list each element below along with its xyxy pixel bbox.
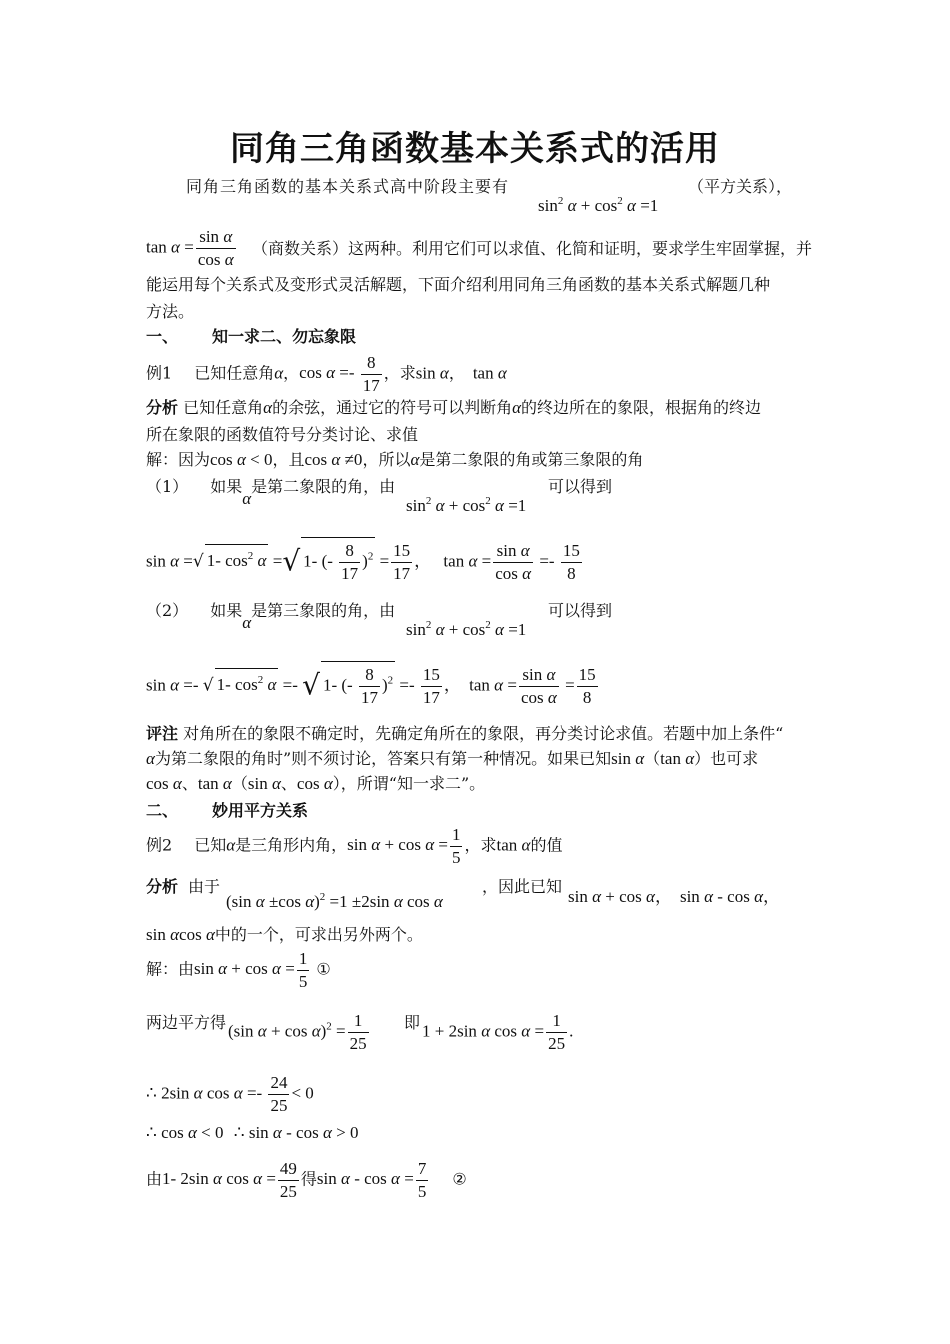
analysis-2 bbox=[146, 876, 220, 898]
solution-text: ，且 bbox=[272, 450, 305, 469]
analysis-text: 的终边所在的象限，根据角的终边 bbox=[521, 398, 762, 417]
section-title: 知一求二、勿忘象限 bbox=[212, 327, 357, 346]
analysis-text: 由于 bbox=[188, 877, 221, 896]
formula-pythagorean: $\sin^2 \alpha + \cos^2 \alpha =1$ bbox=[406, 495, 527, 515]
square-step-label: 两边平方得 bbox=[146, 1013, 227, 1032]
case-label: （1） bbox=[146, 477, 189, 496]
case-text: 可以得到 bbox=[548, 477, 613, 496]
intro-text: 同角三角函数的基本关系式高中阶段主要有 bbox=[186, 177, 510, 196]
note-label: 评注 bbox=[146, 724, 179, 743]
case-text: 是第二象限的角，由 bbox=[251, 477, 396, 496]
example-label: 例2 bbox=[146, 835, 173, 855]
note-text: 对角所在的象限不确定时，先确定角所在的象限，再分类讨论求值。若题中加上条件“ bbox=[183, 724, 784, 743]
solution-text: 得 bbox=[300, 1169, 317, 1189]
document-title: 同角三角函数基本关系式的活用 bbox=[230, 129, 720, 169]
formula-quotient: tan α = $\frac{\text{sin α}}{\text{cos α}}$ bbox=[146, 227, 234, 269]
formula-signs: ∴ cos α < 0 ∴ sin α - cos α > 0 bbox=[146, 1123, 359, 1142]
analysis-1: 分析 已知任意角α的余弦，通过它的符号可以判断角α的终边所在的象限，根据角的终边 bbox=[146, 398, 762, 417]
note-text: ）也可求 bbox=[694, 749, 759, 768]
solution-text: 解：由 bbox=[146, 959, 195, 979]
analysis-text: 已知任意角 bbox=[183, 398, 264, 417]
section-number: 二、 bbox=[146, 801, 179, 820]
example-text: 已知任意角 bbox=[194, 363, 275, 383]
section-1-heading bbox=[146, 326, 356, 348]
formula-options: sin α + cos α， sin α - cos α， bbox=[568, 887, 781, 906]
solution-text: ，所以 bbox=[362, 450, 411, 469]
circle-1-marker: ① bbox=[316, 959, 331, 979]
formula-expanded: 1 + 2sin α cos α = $\frac{1}{25}$ . bbox=[422, 1011, 574, 1053]
section-2-heading bbox=[146, 800, 308, 822]
analysis-label: 分析 bbox=[146, 398, 179, 417]
analysis-text: 中的一个，可求出另外两个。 bbox=[214, 925, 423, 944]
note-text: 、 bbox=[181, 774, 198, 793]
note-text: 、 bbox=[280, 774, 297, 793]
note-text: （ bbox=[644, 749, 661, 768]
example-text: 已知 bbox=[194, 835, 227, 855]
formula-case-2: sin α =- √ 1- $\cos^2 \alpha$ =- √ 1- (- $\frac{8}{17}$ )$^2$ =- $\frac{15}{17}$ ， tan α = $\frac{\text{sin α}}{\text{cos α}}$ = $\frac{15}{8}$ bbox=[146, 661, 600, 709]
intro-line-4: 方法。 bbox=[146, 302, 195, 321]
square-step-conj: 即 bbox=[404, 1013, 421, 1032]
intro-line-3: 能运用每个关系式及变形式灵活解题，下面介绍利用同角三角函数的基本关系式解题几种 bbox=[146, 275, 771, 294]
intro-note: （平方关系）， bbox=[688, 177, 793, 196]
solution-2: 解：由sin α + cos α = $\frac{1}{5}$ ① bbox=[146, 949, 331, 991]
note-text: 为第二象限的角时”则不须讨论，答案只有第一种情况。如果已知 bbox=[154, 749, 612, 768]
case-text: 是第三象限的角，由 bbox=[251, 601, 396, 620]
example-text: ，求 bbox=[464, 835, 497, 855]
note-1 bbox=[146, 723, 783, 745]
formula-square-identity: (sin α ±cos α)$^2$ =1 ±2sin α cos α bbox=[226, 891, 443, 911]
case-text: 可以得到 bbox=[548, 601, 613, 620]
analysis-text: ，因此已知 bbox=[482, 877, 563, 896]
formula-case-1: sin α =√ 1- $\cos^2 \alpha$ =√ 1- (- $\frac{8}{17}$ )$^2$ = $\frac{15}{17}$ ， tan α = $\frac{\text{sin α}}{\text{cos α}}$ =- $\frac{15}{8}$ bbox=[146, 537, 584, 585]
example-1: 例1 已知任意角α，cos α =- $\frac{8}{17}$ ，求sin α， tan α bbox=[146, 353, 507, 395]
note-text: （ bbox=[231, 774, 248, 793]
note-1-line-3: cos α、tan α（sin α、cos α），所谓“知一求二”。 bbox=[146, 774, 486, 793]
formula-pythagorean: $\sin^2 \alpha + \cos^2 \alpha =1$ bbox=[538, 195, 659, 215]
example-2: 例2 已知α是三角形内角，sin α + cos α = $\frac{1}{5}$ ，求tan α的值 bbox=[146, 825, 563, 867]
analysis-text: 的余弦，通过它的符号可以判断角 bbox=[272, 398, 513, 417]
section-number: 一、 bbox=[146, 327, 179, 346]
formula-pythagorean: $\sin^2 \alpha + \cos^2 \alpha =1$ bbox=[406, 619, 527, 639]
circle-2-marker: ② bbox=[452, 1169, 467, 1189]
analysis-1-line-2: 所在象限的函数值符号分类讨论、求值 bbox=[146, 425, 419, 444]
example-text: ，求 bbox=[383, 363, 416, 383]
case-2: （2） 如果α是第三象限的角，由 bbox=[146, 601, 396, 632]
solution-text: 由 bbox=[146, 1169, 163, 1189]
case-text: 如果 bbox=[210, 601, 243, 620]
example-label: 例1 bbox=[146, 363, 173, 383]
note-1-line-2: α为第二象限的角时”则不须讨论，答案只有第一种情况。如果已知sin α（tan α）也可求 bbox=[146, 749, 759, 768]
solution-1: 解：因为cos α < 0，且cos α ≠0，所以α是第二象限的角或第三象限的角 bbox=[146, 450, 644, 469]
solution-text: 解：因为 bbox=[146, 450, 211, 469]
example-text: 是三角形内角， bbox=[235, 835, 348, 855]
case-label: （2） bbox=[146, 601, 189, 620]
solution-text: 是第二象限的角或第三象限的角 bbox=[419, 450, 644, 469]
formula-squared: (sin α + cos α)$^2$ = $\frac{1}{25}$ bbox=[228, 1011, 367, 1053]
example-text: 的值 bbox=[530, 835, 563, 855]
section-title: 妙用平方关系 bbox=[212, 801, 309, 820]
analysis-2-line-2: sin αcos α中的一个，可求出另外两个。 bbox=[146, 925, 423, 944]
final-step: 由1- 2sin α cos α = $\frac{49}{25}$ 得sin α - cos α = $\frac{7}{5}$ ② bbox=[146, 1159, 467, 1201]
formula-product: ∴ 2sin α cos α =- $\frac{24}{25}$ < 0 bbox=[146, 1073, 314, 1115]
analysis-label: 分析 bbox=[146, 877, 179, 896]
intro-line-1 bbox=[186, 176, 509, 198]
intro-line-2: （商数关系）这两种。利用它们可以求值、化简和证明，要求学生牢固掌握，并 bbox=[252, 239, 813, 258]
case-1: （1） 如果α是第二象限的角，由 bbox=[146, 477, 396, 508]
note-text: ），所谓“知一求二”。 bbox=[332, 774, 486, 793]
case-text: 如果 bbox=[210, 477, 243, 496]
